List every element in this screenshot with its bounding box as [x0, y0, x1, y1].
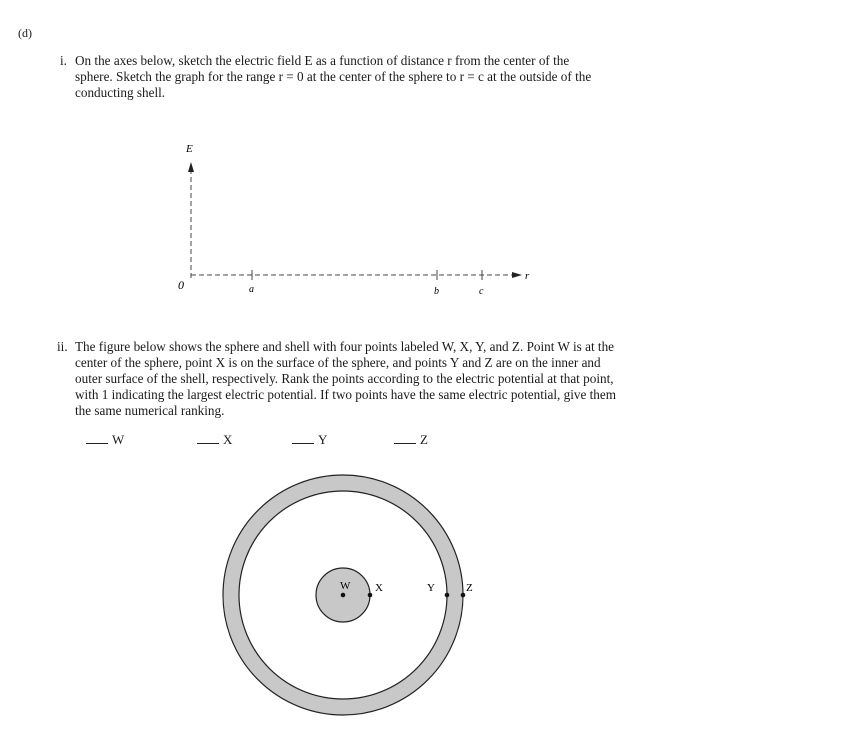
rank-x[interactable] — [197, 432, 232, 448]
question-ii-line-1: The figure below shows the sphere and shell with four points labeled W, X, Y, and Z. Point W is at the — [75, 339, 615, 354]
question-i-number: i. — [60, 53, 67, 68]
tick-label-c: c — [479, 286, 484, 297]
rank-z[interactable] — [394, 432, 428, 448]
point-x-dot — [368, 593, 373, 598]
tick-label-b: b — [434, 286, 439, 297]
tick-label-a: a — [249, 284, 254, 295]
rank-x-label: X — [223, 432, 233, 447]
question-ii-text — [75, 339, 725, 419]
rank-w-label: W — [112, 432, 125, 447]
point-y-dot — [445, 593, 450, 598]
point-y-label: Y — [427, 582, 435, 594]
rank-w-blank[interactable] — [86, 433, 108, 444]
question-i-line-2: sphere. Sketch the graph for the range r = 0 at the center of the sphere to r = c at the outside of the — [75, 69, 592, 84]
point-z-label: Z — [466, 582, 473, 594]
y-axis-arrow — [188, 162, 194, 172]
point-z-dot — [461, 593, 466, 598]
point-x-label: X — [375, 582, 383, 594]
y-axis-label: E — [186, 143, 193, 155]
point-w-dot — [341, 593, 346, 598]
question-ii-line-5: the same numerical ranking. — [75, 403, 225, 418]
part-label: (d) — [18, 26, 32, 40]
rank-y[interactable] — [292, 432, 327, 448]
rank-w[interactable] — [86, 432, 124, 448]
rank-y-label: Y — [318, 432, 328, 447]
point-w-label: W — [340, 580, 351, 592]
question-ii — [57, 339, 747, 424]
question-ii-number: ii. — [57, 339, 68, 354]
origin-label: 0 — [178, 278, 184, 292]
rank-z-label: Z — [420, 432, 428, 447]
x-axis-arrow — [512, 272, 522, 278]
rank-x-blank[interactable] — [197, 433, 219, 444]
rank-z-blank[interactable] — [394, 433, 416, 444]
question-i-line-3: conducting shell. — [75, 85, 166, 100]
question-ii-line-4: with 1 indicating the largest electric potential. If two points have the same electric potential, give them — [75, 387, 617, 402]
rank-y-blank[interactable] — [292, 433, 314, 444]
question-i-line-1: On the axes below, sketch the electric field E as a function of distance r from the center of the — [75, 53, 570, 68]
x-axis-label: r — [525, 270, 530, 282]
question-ii-line-2: center of the sphere, point X is on the surface of the sphere, and points Y and Z are on the inner and — [75, 355, 601, 370]
question-ii-line-3: outer surface of the shell, respectively. Rank the points according to the electric potential at that point, — [75, 371, 614, 386]
